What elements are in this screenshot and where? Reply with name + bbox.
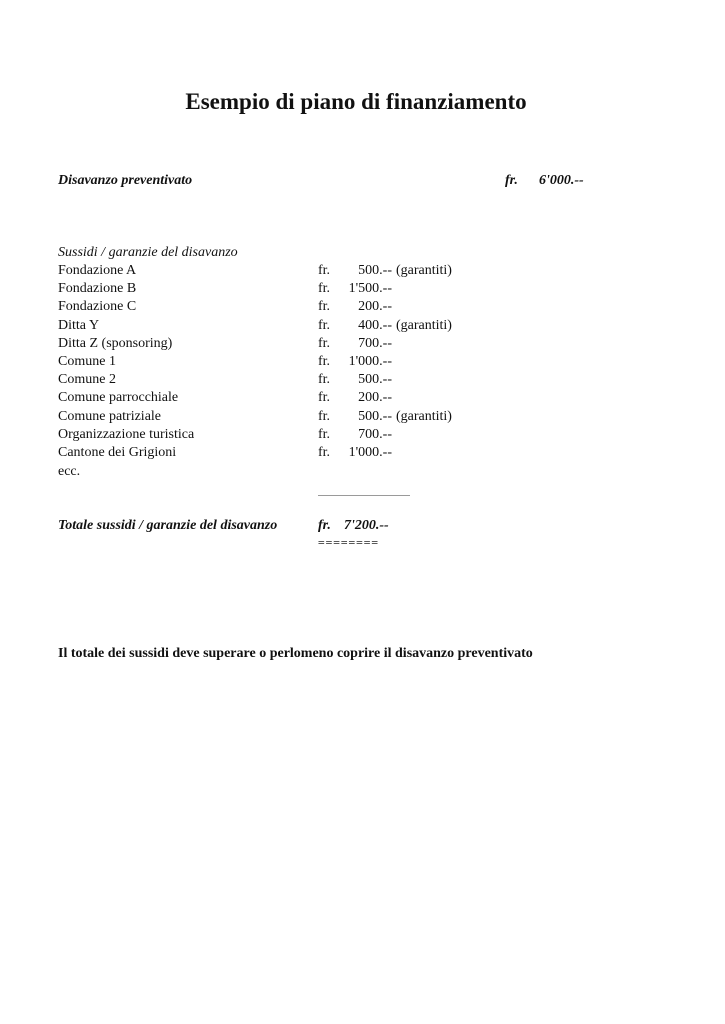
subsidy-row [58,371,558,389]
subsidy-label: Ditta Z (sponsoring) [58,335,173,351]
subsidy-label: Organizzazione turistica [58,426,195,442]
subsidy-row [58,335,558,353]
subsidy-amount: 200.-- [358,390,392,406]
subsidy-label: Comune parrocchiale [58,390,179,406]
subsidy-row [58,280,558,298]
subsidy-amount: 500.-- [358,372,392,388]
subsidy-amount: 700.-- [358,335,392,351]
total-amount: 7'200.-- [344,518,389,533]
subsidy-currency: fr. [318,353,331,369]
subsidy-label: Cantone dei Grigioni [58,444,177,460]
subsidy-label: Fondazione A [58,263,137,278]
subsidy-row [58,353,558,371]
subsidy-label: Fondazione C [58,299,137,315]
subsidy-currency: fr. [318,426,331,442]
subsidy-currency: fr. [318,317,331,333]
subsidy-label: Comune 2 [58,372,116,388]
subsidy-note: (garantiti) [396,408,452,424]
total-double-underline: ======== [318,536,379,549]
subsidy-amount: 400.-- [358,317,392,333]
subsidy-currency: fr. [318,335,331,351]
subsidy-row [58,408,558,426]
subsidy-currency: fr. [318,281,331,297]
deficit-currency: fr. [505,173,518,188]
subsidy-amount: 700.-- [358,426,392,442]
subsidy-label: Comune 1 [58,353,116,369]
total-label: Totale sussidi / garanzie del disavanzo [58,518,278,533]
subsidy-row [58,317,558,335]
subsidies-list [58,262,558,462]
subsidy-amount: 500.-- [358,408,392,424]
subsidy-label: Comune patriziale [58,408,162,424]
page-title: Esempio di piano di finanziamento [185,89,527,114]
subsidy-note: (garantiti) [396,263,452,278]
etc-label: ecc. [58,464,81,479]
deficit-row [58,172,598,190]
sum-divider [318,495,410,496]
subsidy-row [58,389,558,407]
subsidy-currency: fr. [318,390,331,406]
subsidy-currency: fr. [318,299,331,315]
total-row [58,517,558,535]
subsidy-amount: 500.-- [358,263,392,278]
subsidy-row [58,262,558,280]
coverage-note: Il totale dei sussidi deve superare o perlomeno coprire il disavanzo preventivato [58,646,533,661]
total-currency: fr. [318,518,331,533]
subsidy-row [58,426,558,444]
deficit-label: Disavanzo preventivato [58,173,193,188]
subsidy-amount: 1'500.-- [348,281,392,297]
subsidy-amount: 200.-- [358,299,392,315]
subsidy-row [58,444,558,462]
subsidy-note: (garantiti) [396,317,452,333]
subsidy-label: Fondazione B [58,281,137,297]
subsidy-row [58,298,558,316]
subsidy-label: Ditta Y [58,317,100,333]
subsidies-heading: Sussidi / garanzie del disavanzo [58,245,238,260]
subsidy-currency: fr. [318,408,331,424]
subsidy-currency: fr. [318,263,331,278]
subsidy-currency: fr. [318,372,331,388]
subsidy-amount: 1'000.-- [348,353,392,369]
deficit-amount: 6'000.-- [539,173,584,188]
subsidy-amount: 1'000.-- [348,444,392,460]
subsidy-currency: fr. [318,444,331,460]
